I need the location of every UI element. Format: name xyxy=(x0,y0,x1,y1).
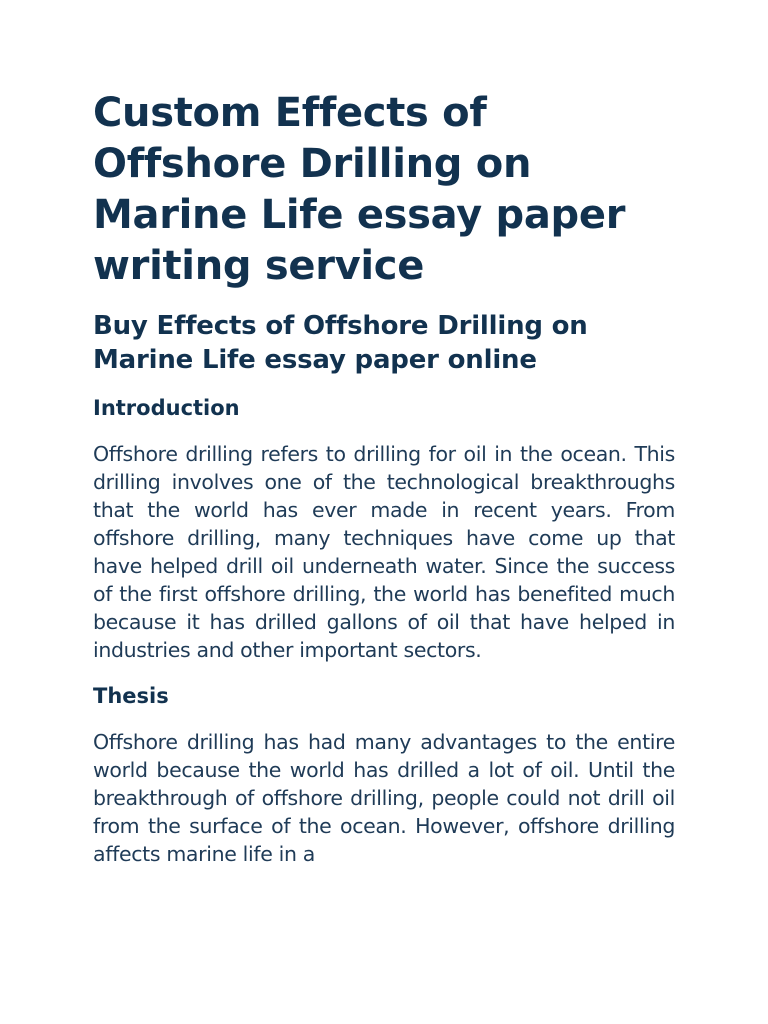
page-subtitle: Buy Effects of Offshore Drilling on Marine Life essay paper online xyxy=(93,311,588,375)
section-body-introduction: Offshore drilling refers to drilling for oil in the ocean. This drilling involves one of the technological breakthroughs that the world has ever made in recent years. From offshore drilling, many techniques have come up that have helped drill oil underneath water. Since the success of the first offshore drilling, the world has benefited much because it has drilled gallons of oil that have helped in industries and other important sectors. xyxy=(93,442,675,662)
section-body-thesis: Offshore drilling has had many advantages to the entire world because the world has drilled a lot of oil. Until the breakthrough of offshore drilling, people could not drill oil from the surface of the ocean. However, offshore drilling affects marine life in a xyxy=(93,730,675,866)
document-page xyxy=(93,88,675,868)
page-title: Custom Effects of Offshore Drilling on Marine Life essay paper writing service xyxy=(93,90,626,289)
section-heading-thesis: Thesis xyxy=(93,684,169,708)
section-heading-introduction: Introduction xyxy=(93,396,240,420)
